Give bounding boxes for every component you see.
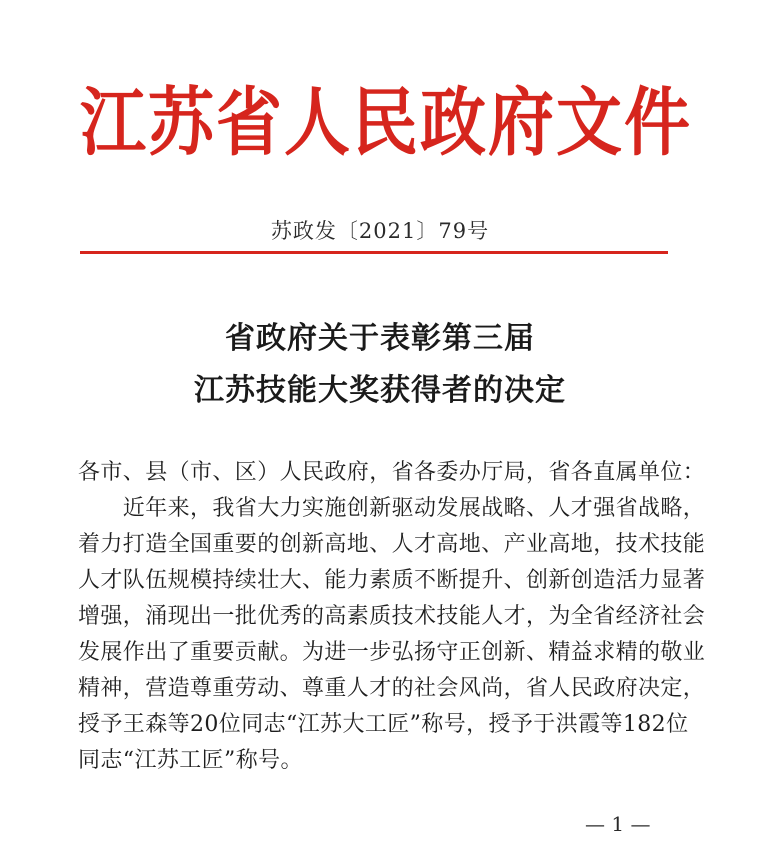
body-line: 人才队伍规模持续壮大、能力素质不断提升、创新创造活力显著 [78,568,706,593]
document-title-line-1: 省政府关于表彰第三届 [225,321,535,356]
body-line: 精神，营造尊重劳动、尊重人才的社会风尚，省人民政府决定， [78,676,706,701]
red-divider-line [80,251,668,254]
body-line: 增强，涌现出一批优秀的高素质技术技能人才，为全省经济社会 [78,604,706,629]
body-line: 近年来，我省大力实施创新驱动发展战略、人才强省战略， [78,496,706,521]
masthead-title: 江苏省人民政府文件 [80,79,692,167]
body-line: 发展作出了重要贡献。为进一步弘扬守正创新、精益求精的敬业 [78,640,706,665]
page-number: — 1 — [585,812,651,836]
body-line: 同志“江苏工匠”称号。 [78,748,303,773]
body-line: 各市、县（市、区）人民政府，省各委办厅局，省各直属单位： [78,460,706,485]
document-title-line-2: 江苏技能大奖获得者的决定 [194,373,566,408]
document-number: 苏政发〔2021〕79号 [270,219,490,243]
body-line: 着力打造全国重要的创新高地、人才高地、产业高地，技术技能 [78,532,706,557]
body-line: 授予王森等20位同志“江苏大工匠”称号，授予于洪霞等182位 [78,712,689,737]
